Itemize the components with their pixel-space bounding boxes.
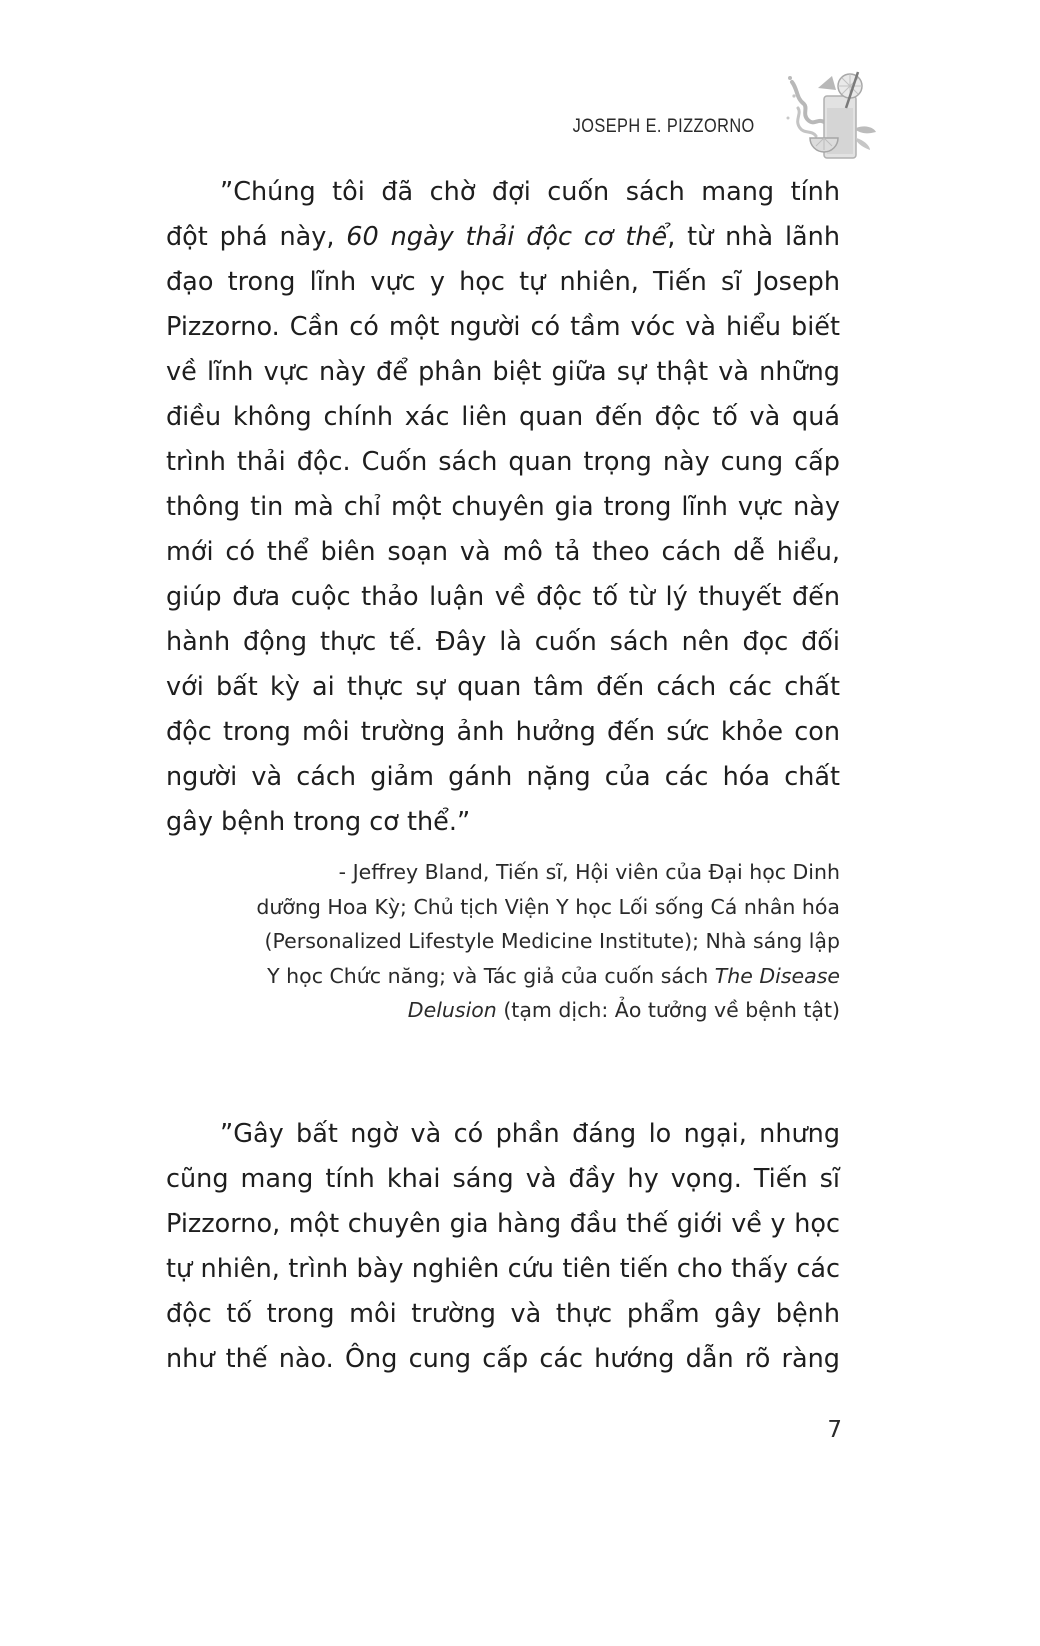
quote-2-line: độc tố trong môi trường và thực phẩm gây bệnh <box>166 1299 840 1329</box>
running-header <box>520 68 880 168</box>
book-title-italic: The Disease <box>714 963 840 988</box>
attribution-text: Y học Chức năng; và Tác giả của cuốn sách <box>267 963 715 988</box>
quote-2-line: như thế nào. Ông cung cấp các hướng dẫn rõ ràng <box>166 1344 840 1374</box>
attribution-line: dưỡng Hoa Kỳ; Chủ tịch Viện Y học Lối sống Cá nhân hóa <box>256 894 840 919</box>
running-header-author: JOSEPH E. PIZZORNO <box>572 116 755 137</box>
book-title-italic: Delusion <box>407 998 497 1022</box>
quote-1-line: đạo trong lĩnh vực y học tự nhiên, Tiến sĩ Joseph <box>166 267 840 297</box>
quote-1-line: ”Chúng tôi đã chờ đợi cuốn sách mang tính <box>220 177 840 207</box>
quote-1-line: trình thải độc. Cuốn sách quan trọng này cung cấp <box>166 447 840 477</box>
quote-1-line: với bất kỳ ai thực sự quan tâm đến cách các chất <box>166 672 840 702</box>
quote-1-line: người và cách giảm gánh nặng của các hóa chất <box>166 762 840 792</box>
quote-1-line: điều không chính xác liên quan đến độc tố và quá <box>166 402 840 432</box>
attribution-line <box>166 993 840 1028</box>
quote-2-line: ”Gây bất ngờ và có phần đáng lo ngại, nhưng <box>220 1119 840 1149</box>
quote-1-line: mới có thể biên soạn và mô tả theo cách dễ hiểu, <box>166 537 840 567</box>
quote-1-line: gây bệnh trong cơ thể.” <box>166 807 471 837</box>
attribution-line <box>166 959 840 994</box>
quote-2-line: tự nhiên, trình bày nghiên cứu tiên tiến cho thấy các <box>166 1254 840 1284</box>
quote-2-line: Pizzorno, một chuyên gia hàng đầu thế giới về y học <box>166 1209 840 1239</box>
testimonial-attribution-1 <box>166 855 840 1028</box>
attribution-line: (Personalized Lifestyle Medicine Institute); Nhà sáng lập <box>264 929 840 953</box>
testimonial-quote-1 <box>166 170 840 845</box>
quote-1-line: thông tin mà chỉ một chuyên gia trong lĩnh vực này <box>166 492 840 522</box>
attribution-text: (tạm dịch: Ảo tưởng về bệnh tật) <box>496 998 840 1022</box>
book-title-italic: 60 ngày thải độc cơ thể <box>346 222 668 252</box>
quote-1-text: , từ nhà lãnh <box>667 222 840 252</box>
quote-1-text: đột phá này, <box>166 222 347 252</box>
quote-1-line: độc trong môi trường ảnh hưởng đến sức khỏe con <box>166 717 840 747</box>
testimonial-quote-2 <box>166 1112 840 1382</box>
quote-1-line: về lĩnh vực này để phân biệt giữa sự thật và những <box>166 357 840 387</box>
page-number: 7 <box>827 1417 842 1443</box>
attribution-line: - Jeffrey Bland, Tiến sĩ, Hội viên của Đại học Dinh <box>338 860 840 884</box>
quote-1-line: giúp đưa cuộc thảo luận về độc tố từ lý thuyết đến <box>166 582 840 612</box>
quote-1-line: Pizzorno. Cần có một người có tầm vóc và hiểu biết <box>166 312 840 342</box>
quote-1-line: hành động thực tế. Đây là cuốn sách nên đọc đối <box>166 627 840 657</box>
lemonade-glass-illustration-icon <box>784 68 876 164</box>
quote-1-line <box>166 215 840 260</box>
quote-2-line: cũng mang tính khai sáng và đầy hy vọng. Tiến sĩ <box>166 1164 840 1194</box>
